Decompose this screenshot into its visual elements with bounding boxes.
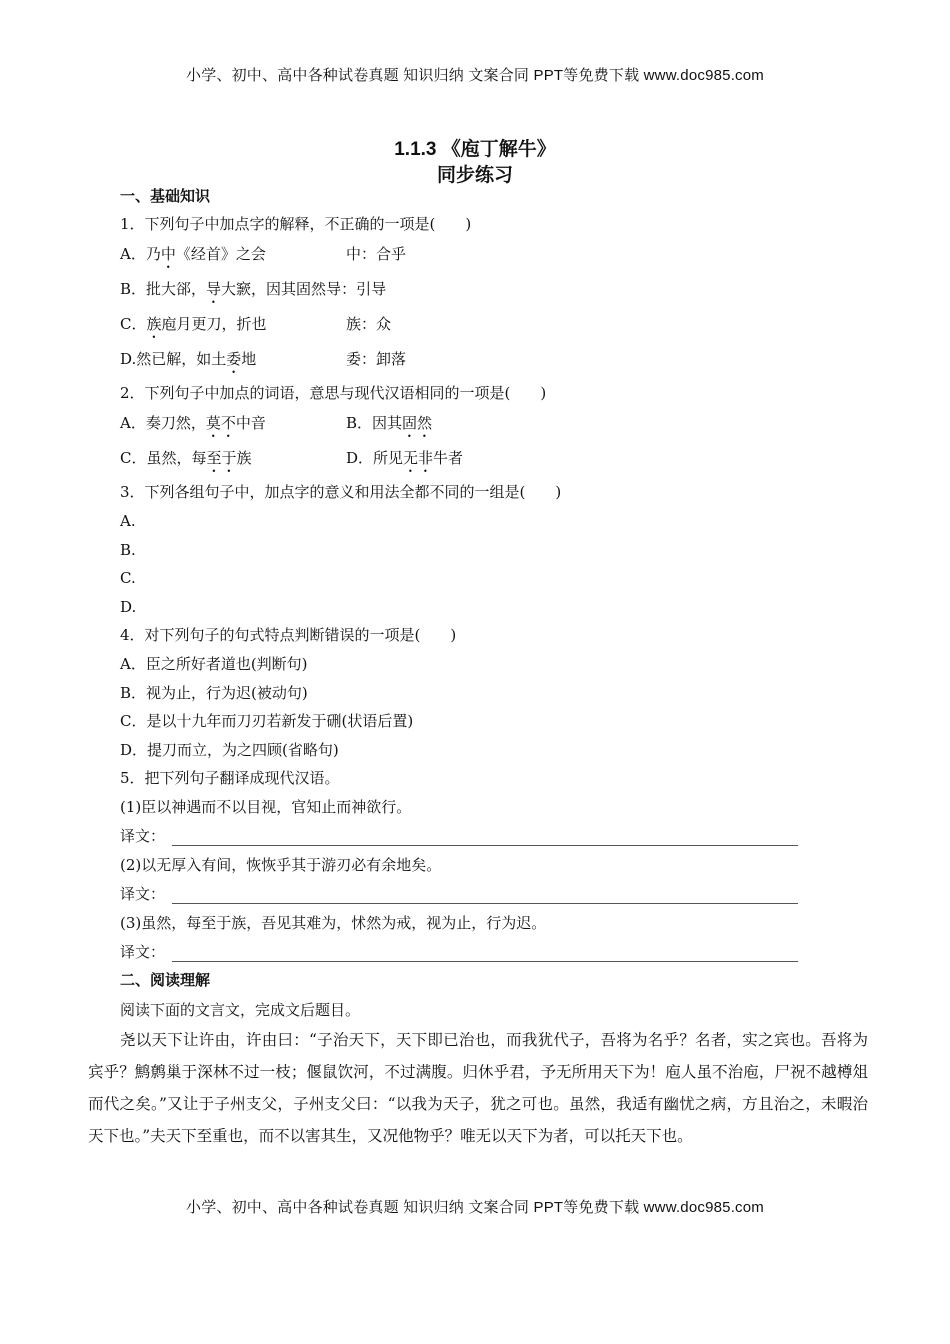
- reading-passage: 尧以天下让许由，许由曰：“子治天下，天下即已治也，而我犹代子，吾将为名乎？名者，实之宾也。吾将为宾乎？鹪鹩巢于深林不过一枝；偃鼠饮河，不过满腹。归休乎君，予无所用天下为！庖人虽不治庖，尸祝不越樽俎而代之矣。”又让于子州支父，子州支父曰：“以我为天子，犹之可也。虽然，我适有幽忧之病，方且治之，未暇治天下也。”夫天下至重也，而不以害其生，又况他物乎？唯无以天下为者，可以托天下也。: [88, 1031, 868, 1145]
- question-4-option-a: A．臣之所好者道也(判断句): [120, 655, 308, 673]
- question-1-option-c: C．族庖月更刀，折也: [120, 315, 267, 333]
- question-3-option-c: C.: [120, 569, 136, 587]
- question-5-item-3: (3)虽然，每至于族，吾见其难为，怵然为戒，视为止，行为迟。: [120, 914, 547, 932]
- dotted-word: 至于: [206, 449, 237, 467]
- question-2-option-d: D．所见无非牛者: [346, 449, 464, 467]
- question-5-stem: 5．把下列句子翻译成现代汉语。: [120, 769, 340, 787]
- question-2-stem: 2．下列句子中加点的词语，意思与现代汉语相同的一项是( ): [120, 384, 547, 402]
- question-5-item-1: (1)臣以神遇而不以目视，官知止而神欲行。: [120, 798, 412, 816]
- answer-label-1: 译文：: [120, 827, 166, 845]
- dotted-char: 委: [226, 350, 242, 368]
- dotted-word: 固然: [402, 414, 433, 432]
- page-title: 1.1.3 《庖丁解牛》: [394, 139, 556, 160]
- page-subtitle: 同步练习: [436, 165, 513, 186]
- answer-label-2: 译文：: [120, 885, 166, 903]
- page-header: 小学、初中、高中各种试卷真题 知识归纳 文案合同 PPT等免费下载 www.doc985.com: [186, 67, 764, 84]
- dotted-word: 无非: [403, 449, 434, 467]
- question-1-option-a: A．乃中《经首》之会: [120, 245, 266, 263]
- answer-label-3: 译文：: [120, 943, 166, 961]
- question-1-gloss-c: 族：众: [346, 315, 392, 333]
- question-2-option-a: A．奏刀然，莫不中音: [120, 414, 266, 432]
- answer-line-2[interactable]: [172, 903, 798, 904]
- question-1-stem: 1．下列句子中加点字的解释，不正确的一项是( ): [120, 215, 472, 233]
- question-3-option-d: D.: [120, 598, 137, 616]
- question-3-stem: 3．下列各组句子中，加点字的意义和用法全都不同的一组是( ): [120, 483, 562, 501]
- answer-line-3[interactable]: [172, 961, 798, 962]
- question-3-option-b: B.: [120, 541, 136, 559]
- dotted-char: 中: [160, 245, 176, 263]
- question-4-option-c: C．是以十九年而刀刃若新发于硎(状语后置): [120, 712, 414, 730]
- dotted-char: 导: [206, 280, 222, 298]
- question-4-option-b: B．视为止，行为迟(被动句): [120, 684, 308, 702]
- question-2-option-b: B．因其固然: [346, 414, 433, 432]
- dotted-word: 莫不: [205, 414, 236, 432]
- answer-line-1[interactable]: [172, 845, 798, 846]
- question-4-option-d: D．提刀而立，为之四顾(省略句): [120, 741, 339, 759]
- dotted-char: 族: [146, 315, 162, 333]
- question-5-item-2: (2)以无厚入有间，恢恢乎其于游刃必有余地矣。: [120, 856, 442, 874]
- question-1-gloss-d: 委：卸落: [346, 350, 407, 368]
- page-footer: 小学、初中、高中各种试卷真题 知识归纳 文案合同 PPT等免费下载 www.doc985.com: [186, 1199, 764, 1216]
- section-heading-reading: 二、阅读理解: [120, 972, 211, 989]
- question-1-option-d: D.然已解，如土委地: [120, 350, 257, 368]
- reading-instruction: 阅读下面的文言文，完成文后题目。: [120, 1001, 361, 1019]
- section-heading-basics: 一、基础知识: [120, 188, 211, 205]
- question-2-option-c: C．虽然，每至于族: [120, 449, 252, 467]
- question-1-option-b: B．批大郤，导大窾，因其固然导：引导: [120, 280, 387, 298]
- question-3-option-a: A.: [120, 512, 136, 530]
- question-1-gloss-a: 中：合乎: [346, 245, 407, 263]
- question-4-stem: 4．对下列句子的句式特点判断错误的一项是( ): [120, 626, 457, 644]
